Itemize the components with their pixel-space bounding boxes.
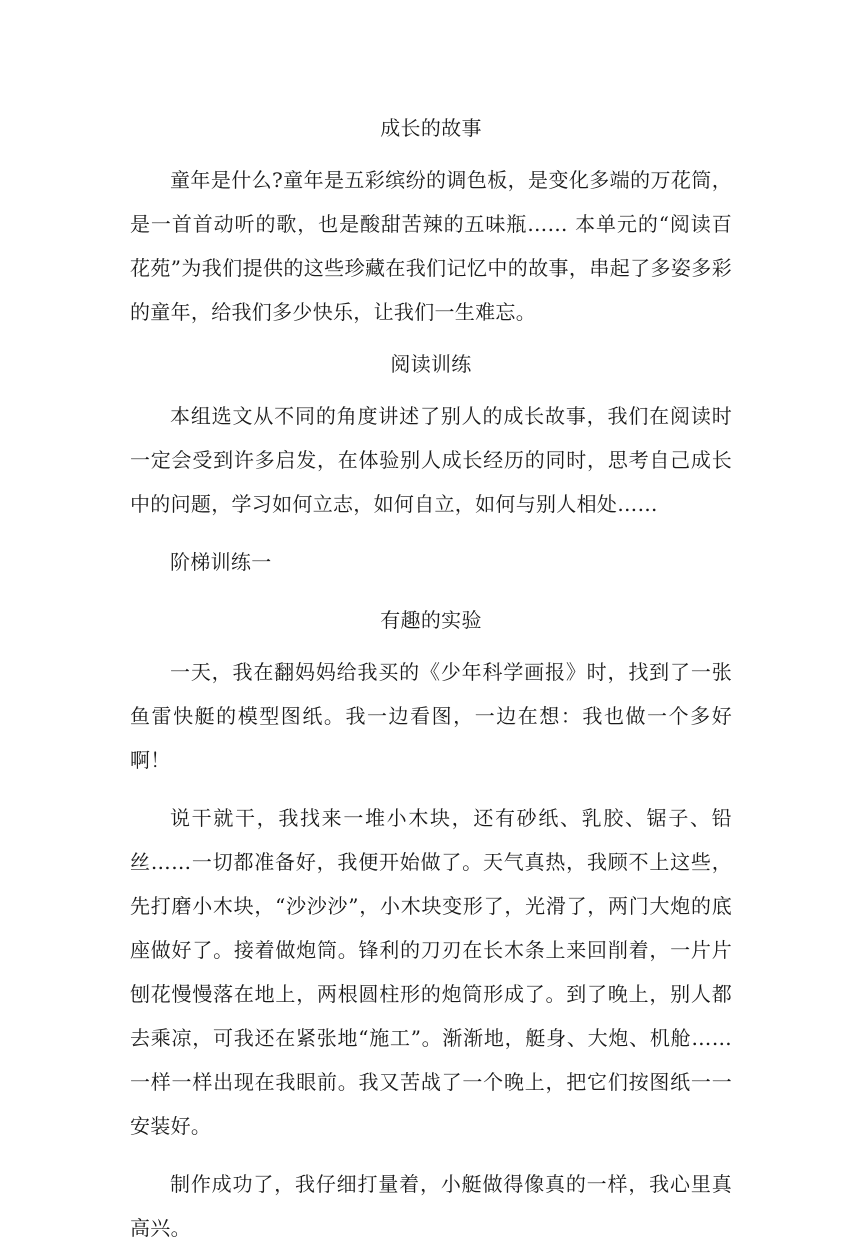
exercise-label: 阶梯训练一 [170, 550, 272, 574]
intro-paragraph: 童年是什么?童年是五彩缤纷的调色板，是变化多端的万花筒，是一首首动听的歌，也是酸甜苦辣的五味瓶…… 本单元的“阅读百花苑”为我们提供的这些珍藏在我们记忆中的故事，串起了多姿多彩的童年，给我们多少快乐，让我们一生难忘。 [130, 168, 732, 324]
story-title: 有趣的实验 [380, 608, 482, 632]
section-title-growth-stories: 成长的故事 [380, 116, 482, 140]
story-paragraph-1: 一天，我在翻妈妈给我买的《少年科学画报》时，找到了一张鱼雷快艇的模型图纸。我一边看图，一边在想：我也做一个多好啊！ [130, 660, 732, 772]
section-title-reading-training: 阅读训练 [390, 352, 472, 376]
document-body [130, 106, 732, 1250]
story-paragraph-3: 制作成功了，我仔细打量着，小艇做得像真的一样，我心里真高兴。 [130, 1172, 732, 1240]
training-intro-paragraph: 本组选文从不同的角度讲述了别人的成长故事，我们在阅读时一定会受到许多启发，在体验别人成长经历的同时，思考自己成长中的问题，学习如何立志，如何自立，如何与别人相处…… [130, 404, 732, 516]
story-paragraph-2: 说干就干，我找来一堆小木块，还有砂纸、乳胶、锯子、铅丝……一切都准备好，我便开始做了。天气真热，我顾不上这些，先打磨小木块，“沙沙沙”，小木块变形了，光滑了，两门大炮的底座做好了。接着做炮筒。锋利的刀刃在长木条上来回削着，一片片刨花慢慢落在地上，两根圆柱形的炮筒形成了。到了晚上，别人都去乘凉，可我还在紧张地“施工”。渐渐地，艇身、大炮、机舱…… 一样一样出现在我眼前。我又苦战了一个晚上，把它们按图纸一一安装好。 [130, 806, 732, 1138]
